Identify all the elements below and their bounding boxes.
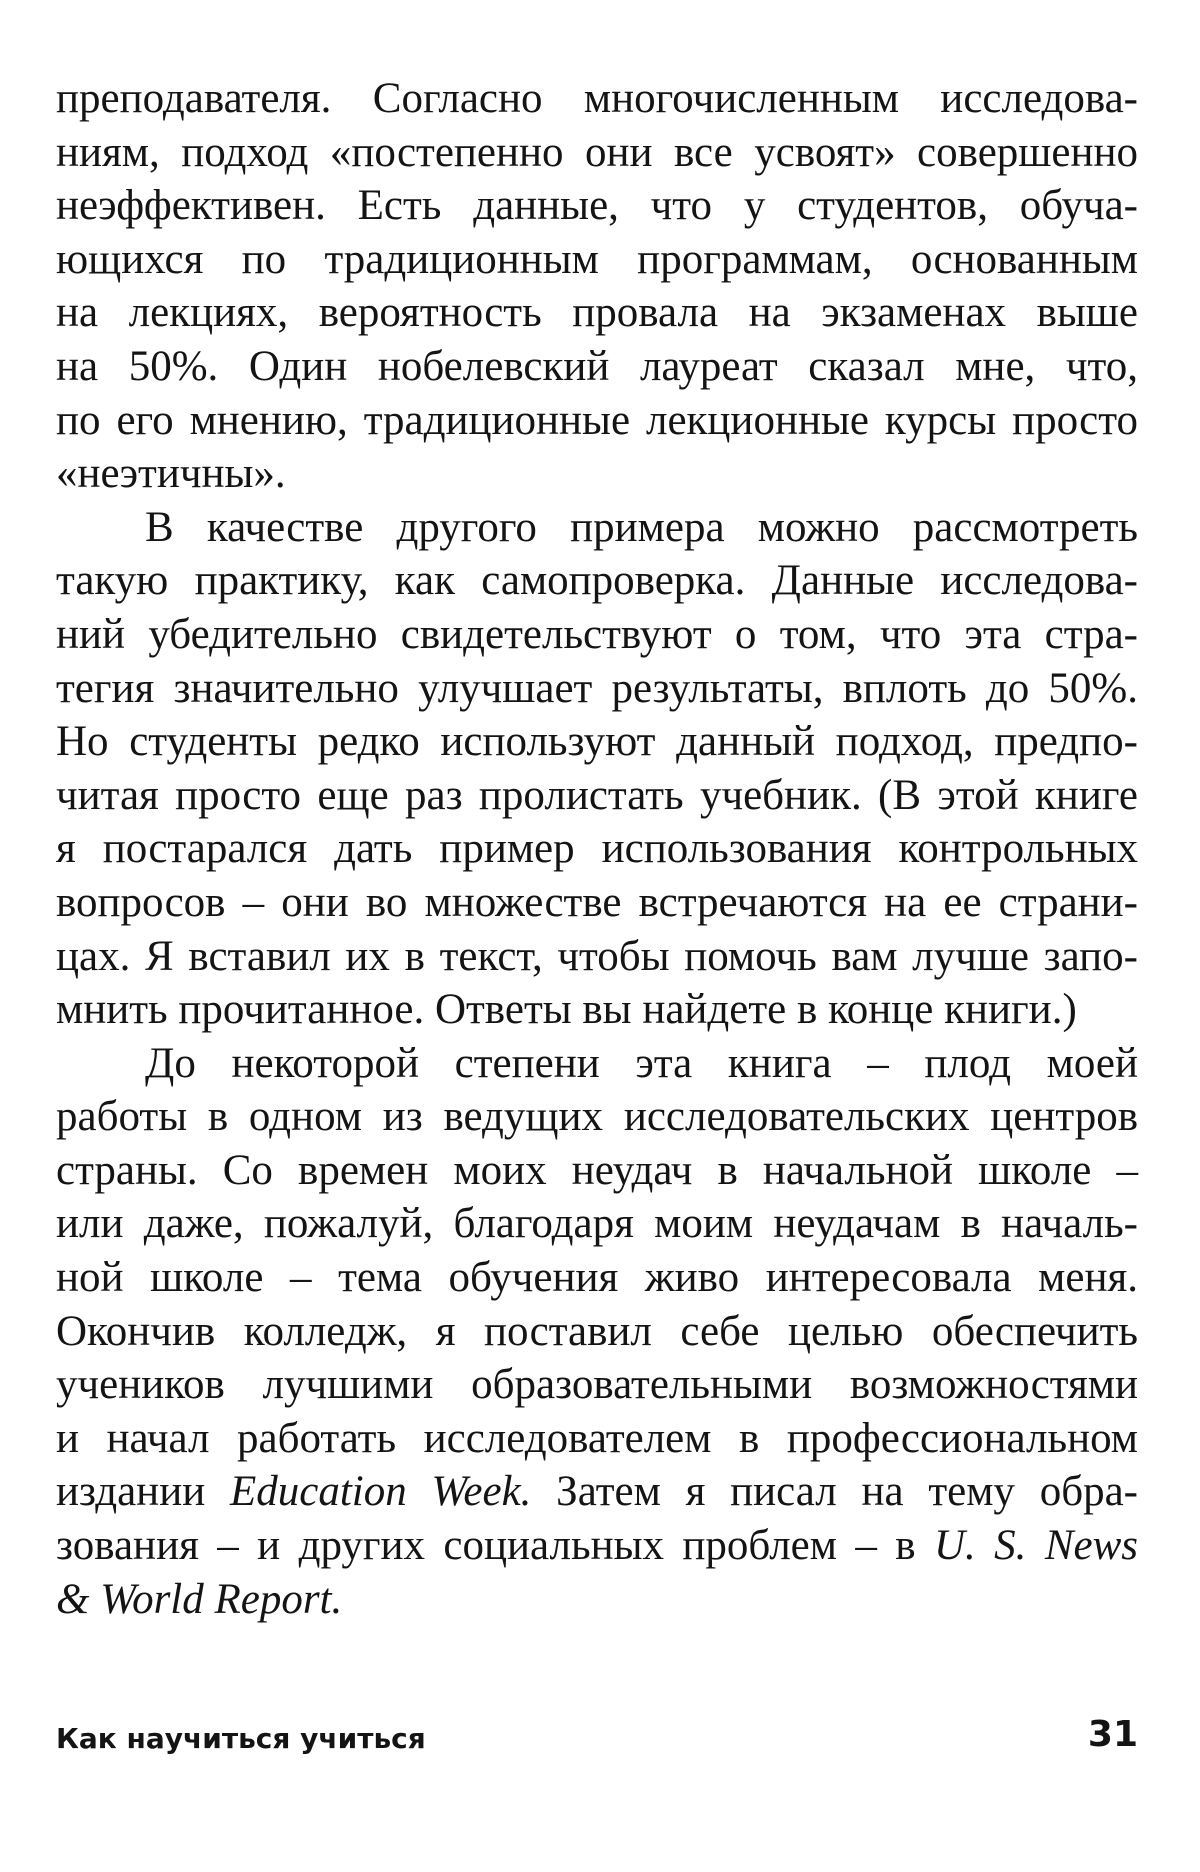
text-segment: Затем я писал на тему обра- [531, 1468, 1138, 1516]
text-line: цах. Я вставил их в текст, чтобы помочь вам лучше запо- [56, 932, 1138, 980]
text-line: читая просто еще раз пролистать учебник. (В этой книге [56, 771, 1138, 819]
text-line: Но студенты редко используют данный подход, предпо- [56, 718, 1138, 766]
text-line: мнить прочитанное. Ответы вы найдете в конце книги.) [56, 986, 1077, 1034]
text-line: «неэтичны». [56, 450, 286, 498]
text-line: работы в одном из ведущих исследовательских центров [56, 1093, 1138, 1141]
text-line: на лекциях, вероятность провала на экзаменах выше [56, 289, 1138, 337]
text-line: тегия значительно улучшает результаты, вплоть до 50%. [56, 664, 1138, 712]
text-line: такую практику, как самопроверка. Данные исследова- [56, 557, 1138, 605]
text-line: я постарался дать пример использования контрольных [56, 825, 1138, 873]
text-line: страны. Со времен моих неудач в начальной школе – [56, 1146, 1138, 1194]
text-line: вопросов – они во множестве встречаются на ее страни- [56, 878, 1138, 926]
page-number: 31 [1087, 1714, 1138, 1755]
text-line: В качестве другого примера можно рассмотреть [145, 503, 1138, 551]
text-line: на 50%. Один нобелевский лауреат сказал мне, что, [56, 342, 1138, 390]
text-line: ющихся по традиционным программам, основанным [56, 235, 1138, 283]
paragraph [56, 72, 1138, 501]
text-line: неэффективен. Есть данные, что у студентов, обуча- [56, 182, 1138, 230]
body-text [56, 72, 1138, 1626]
text-line: и начал работать исследователем в профессиональном [56, 1414, 1138, 1462]
text-line: До некоторой степени эта книга – плод моей [145, 1039, 1138, 1087]
text-line: ной школе – тема обучения живо интересовала меня. [56, 1254, 1138, 1302]
text-line [56, 1573, 1138, 1627]
text-line: ниям, подход «постепенно они все усвоят» совершенно [56, 128, 1138, 176]
running-footer-title: Как научиться учиться [56, 1722, 426, 1755]
italic-title: U. S. News [933, 1522, 1139, 1570]
text-segment: издании [56, 1468, 230, 1516]
text-line: или даже, пожалуй, благодаря моим неудачам в началь- [56, 1200, 1138, 1248]
text-line: ний убедительно свидетельствуют о том, что эта стра- [56, 610, 1138, 658]
text-line: учеников лучшими образовательными возможностями [56, 1361, 1138, 1409]
text-line: Окончив колледж, я поставил себе целью обеспечить [56, 1307, 1138, 1355]
text-line [56, 1519, 1138, 1573]
paragraph [56, 501, 1138, 1037]
italic-title: Education Week. [230, 1468, 532, 1516]
paragraph [56, 1037, 1138, 1627]
text-segment: зования – и других социальных проблем – в [56, 1522, 934, 1570]
italic-title: & World Report. [56, 1575, 343, 1623]
text-line [56, 1465, 1138, 1519]
text-line: преподавателя. Согласно многочисленным исследова- [56, 75, 1138, 122]
text-line: по его мнению, традиционные лекционные курсы просто [56, 396, 1138, 444]
